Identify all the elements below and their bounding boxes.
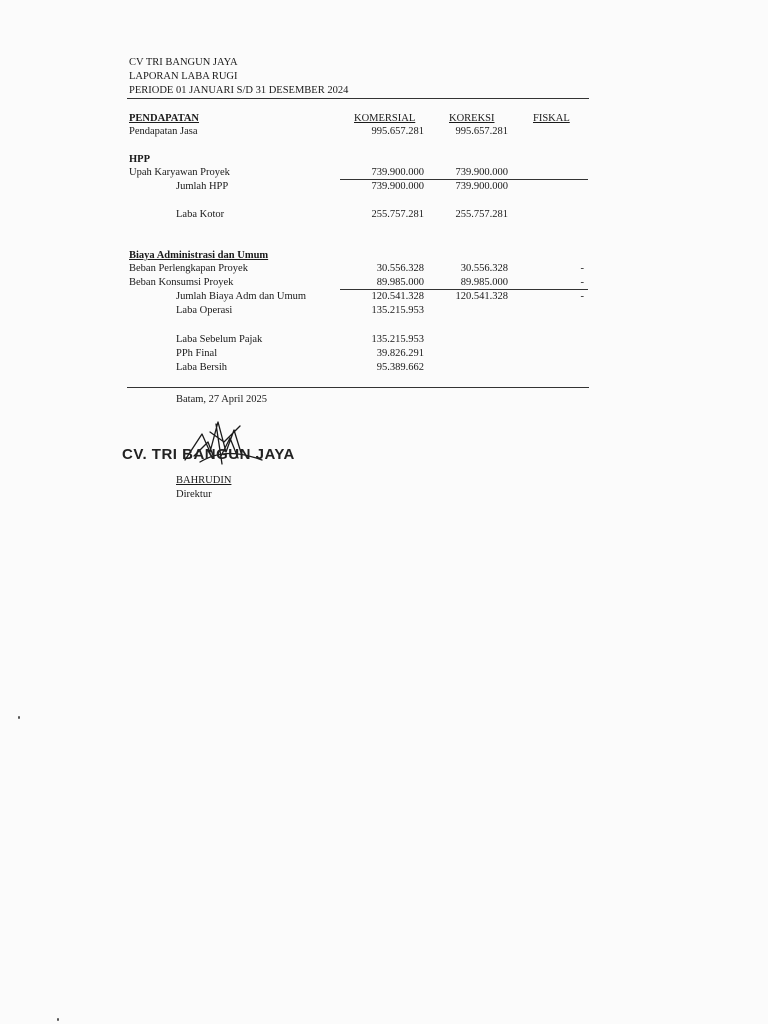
operating-profit-label: Laba Operasi <box>176 305 233 316</box>
project-wages-label: Upah Karyawan Proyek <box>129 167 230 178</box>
signatory-name: BAHRUDIN <box>176 475 232 486</box>
final-tax-commercial: 39.826.291 <box>376 348 424 359</box>
equipment-expense-correction: 30.556.328 <box>460 263 508 274</box>
signatory-title: Direktur <box>176 489 212 500</box>
equipment-expense-fiscal: - <box>580 263 584 274</box>
pretax-profit-commercial: 135.215.953 <box>371 334 424 345</box>
equipment-expense-label: Beban Perlengkapan Proyek <box>129 263 248 274</box>
consumption-expense-fiscal: - <box>580 277 584 288</box>
hpp-total-commercial: 739.900.000 <box>371 181 424 192</box>
net-profit-commercial: 95.389.662 <box>376 362 424 373</box>
admin-total-label: Jumlah Biaya Adm dan Umum <box>176 291 307 302</box>
admin-heading: Biaya Administrasi dan Umum <box>129 250 269 261</box>
gross-profit-label: Laba Kotor <box>176 209 225 220</box>
footer-divider <box>127 387 589 388</box>
service-revenue-correction: 995.657.281 <box>455 126 508 137</box>
gross-profit-commercial: 255.757.281 <box>371 209 424 220</box>
final-tax-label: PPh Final <box>176 348 218 359</box>
admin-total-fiscal: - <box>580 291 584 302</box>
admin-total-correction: 120.541.328 <box>455 291 508 302</box>
header-divider <box>127 98 589 99</box>
project-wages-correction: 739.900.000 <box>455 167 508 178</box>
scan-speck <box>18 716 20 719</box>
equipment-expense-commercial: 30.556.328 <box>376 263 424 274</box>
consumption-expense-correction: 89.985.000 <box>460 277 508 288</box>
service-revenue-commercial: 995.657.281 <box>371 126 424 137</box>
admin-total-commercial: 120.541.328 <box>371 291 424 302</box>
pretax-profit-label: Laba Sebelum Pajak <box>176 334 263 345</box>
consumption-expense-commercial: 89.985.000 <box>376 277 424 288</box>
company-stamp: CV. TRI BANGUN JAYA <box>122 446 295 463</box>
signature-mark <box>180 412 270 472</box>
column-fiscal-header: FISKAL <box>533 113 570 124</box>
operating-profit-commercial: 135.215.953 <box>371 305 424 316</box>
column-correction-header: KOREKSI <box>449 113 495 124</box>
report-title: LAPORAN LABA RUGI <box>129 71 238 82</box>
revenue-heading: PENDAPATAN <box>129 113 199 124</box>
consumption-expense-label: Beban Konsumsi Proyek <box>129 277 234 288</box>
scan-speck <box>57 1018 59 1021</box>
net-profit-label: Laba Bersih <box>176 362 228 373</box>
project-wages-commercial: 739.900.000 <box>371 167 424 178</box>
report-period: PERIODE 01 JANUARI S/D 31 DESEMBER 2024 <box>129 85 349 96</box>
company-name: CV TRI BANGUN JAYA <box>129 57 238 68</box>
hpp-total-correction: 739.900.000 <box>455 181 508 192</box>
hpp-heading: HPP <box>129 154 150 165</box>
column-commercial-header: KOMERSIAL <box>354 113 416 124</box>
service-revenue-label: Pendapatan Jasa <box>129 126 198 137</box>
hpp-total-label: Jumlah HPP <box>176 181 229 192</box>
gross-profit-correction: 255.757.281 <box>455 209 508 220</box>
place-date: Batam, 27 April 2025 <box>176 394 267 405</box>
